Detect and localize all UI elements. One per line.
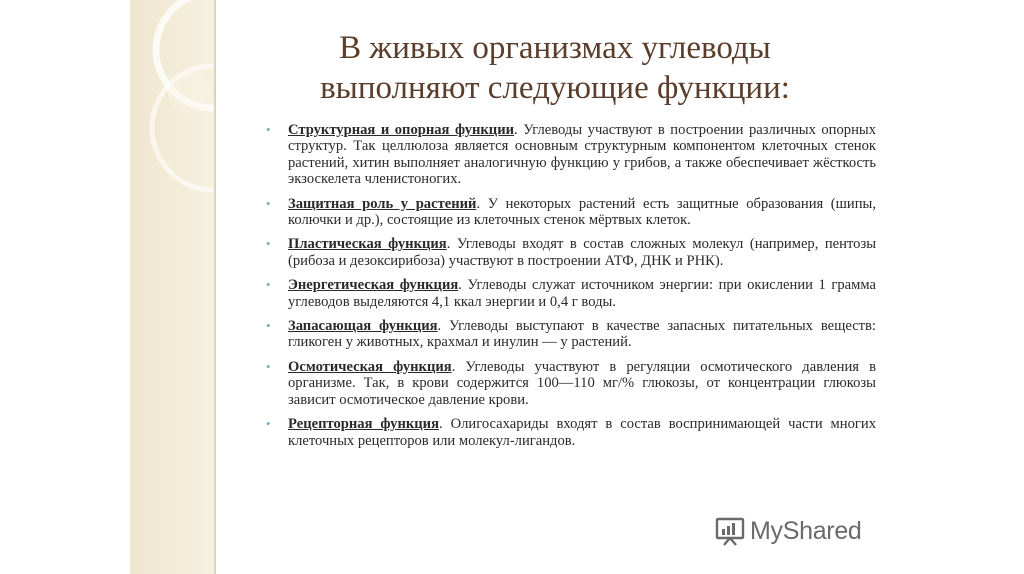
item-text: . У некоторых растений есть защитные образования (шипы, колючки и др.), состоящие из клеточных стенок мёртвых клеток. — [288, 195, 876, 229]
list-item — [264, 416, 876, 449]
bullet-icon: • — [266, 358, 271, 374]
slide-title: В живых организмах углеводы выполняют следующие функции: — [320, 30, 790, 106]
bullet-icon: • — [266, 277, 271, 293]
bullet-icon: • — [266, 195, 271, 211]
item-text: . Углеводы участвуют в построении различных опорных структур. Так целлюлоза является основным структурным компонентом клеточных стенок растений, хитин выполняет аналогичную функцию у грибов, а также обеспечивает жёсткость экзоскелета членистоногих. — [288, 122, 876, 188]
item-term: Энергетическая функция — [288, 277, 459, 294]
list-item — [264, 122, 876, 188]
item-term: Пластическая функция — [288, 236, 447, 253]
logo-text: MyShared — [750, 516, 862, 545]
item-text: . Углеводы выступают в качестве запасных питательных веществ: гликоген у животных, крахмал и инулин — у растений. — [288, 318, 876, 351]
decorative-circles — [130, 0, 214, 574]
slide — [130, 0, 895, 574]
item-term: Осмотическая функция — [288, 358, 452, 375]
panel-divider — [214, 0, 216, 574]
bullet-icon: • — [266, 416, 271, 432]
item-term: Рецепторная функция — [288, 416, 439, 433]
myshared-watermark[interactable] — [714, 514, 862, 548]
item-term: Структурная и опорная функции — [288, 122, 515, 138]
bullet-icon: • — [266, 318, 271, 334]
item-term: Запасающая функция — [288, 318, 438, 335]
myshared-logo-icon — [714, 515, 746, 547]
item-term: Защитная роль у растений — [288, 195, 477, 212]
item-text: . Олигосахариды входят в состав воспринимающей части многих клеточных рецепторов или молекул-лигандов. — [288, 416, 876, 449]
item-text: . Углеводы входят в состав сложных молекул (например, пентозы (рибоза и дезоксирибоза) участвуют в построении АТФ, ДНК и РНК). — [288, 236, 877, 269]
list-item — [264, 277, 876, 310]
list-item — [264, 196, 876, 229]
item-text: . Углеводы участвуют в регуляции осмотического давления в организме. Так, в крови содержится 100—110 мг/% глюкозы, от концентрации глюкозы зависит осмотическое давление крови. — [288, 358, 876, 408]
list-item — [264, 359, 876, 408]
decorative-side-panel — [130, 0, 214, 574]
item-text: . Углеводы служат источником энергии: при окислении 1 грамма углеводов выделяются 4,1 ккал энергии и 0,4 г воды. — [288, 277, 876, 310]
bullet-icon: • — [266, 122, 271, 137]
list-item — [264, 318, 876, 351]
functions-list — [264, 122, 876, 457]
list-item — [264, 236, 876, 269]
bullet-icon: • — [266, 236, 271, 252]
